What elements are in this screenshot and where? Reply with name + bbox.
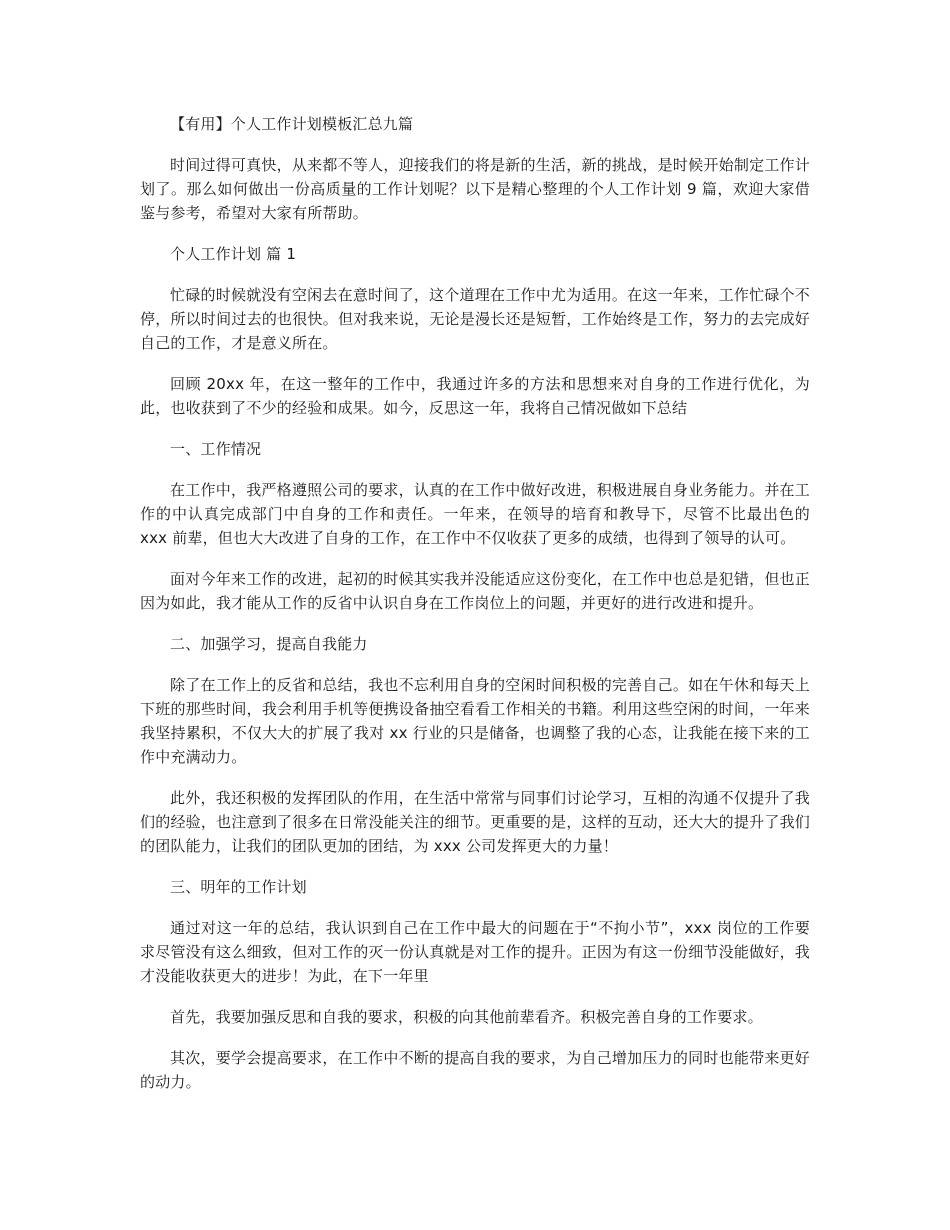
body-paragraph: 此外，我还积极的发挥团队的作用，在生活中常常与同事们讨论学习，互相的沟通不仅提升了我们的经验，也注意到了很多在日常没能关注的细节。更重要的是，这样的互动，还大大的提升了我们的团队能力，让我们的团队更加的团结，为 xxx 公司发挥更大的力量！: [140, 789, 810, 855]
body-paragraph: 首先，我要加强反思和自我的要求，积极的向其他前辈看齐。积极完善自身的工作要求。: [170, 1008, 763, 1026]
body-paragraph: 忙碌的时候就没有空闲去在意时间了，这个道理在工作中尤为适用。在这一年来，工作忙碌个不停，所以时间过去的也很快。但对我来说，无论是漫长还是短暂，工作始终是工作，努力的去完成好自己的工作，才是意义所在。: [140, 286, 810, 352]
body-paragraph: 通过对这一年的总结，我认识到自己在工作中最大的问题在于“不拘小节”，xxx 岗位的工作要求尽管没有这么细致，但对工作的灭一份认真就是对工作的提升。正因为有这一份细节没能做好，我才没能收获更大的进步！为此，在下一年里: [140, 919, 810, 985]
body-paragraph: 面对今年来工作的改进，起初的时候其实我并没能适应这份变化，在工作中也总是犯错，但也正因为如此，我才能从工作的反省中认识自身在工作岗位上的问题，并更好的进行改进和提升。: [140, 570, 810, 612]
body-paragraph: 除了在工作上的反省和总结，我也不忘利用自身的空闲时间积极的完善自己。如在午休和每天上下班的那些时间，我会利用手机等便携设备抽空看看工作相关的书籍。利用这些空闲的时间，一年来我坚持累积，不仅大大的扩展了我对 xx 行业的只是储备，也调整了我的心态，让我能在接下来的工作中充满动力。: [140, 676, 810, 766]
document-title: 【有用】个人工作计划模板汇总九篇: [170, 115, 414, 133]
document-body: [140, 112, 810, 1111]
body-paragraph: 其次，要学会提高要求，在工作中不断的提高自我的要求，为自己增加压力的同时也能带来更好的动力。: [140, 1049, 810, 1091]
section-heading-study: 二、加强学习，提高自我能力: [170, 635, 368, 653]
section-heading-next-year-plan: 三、明年的工作计划: [170, 878, 307, 896]
section-title-plan-1: 个人工作计划 篇 1: [170, 245, 297, 263]
body-paragraph: 回顾 20xx 年，在这一整年的工作中，我通过许多的方法和思想来对自身的工作进行优化，为此，也收获到了不少的经验和成果。如今，反思这一年，我将自己情况做如下总结: [140, 375, 810, 417]
intro-paragraph: 时间过得可真快，从来都不等人，迎接我们的将是新的生活，新的挑战，是时候开始制定工作计划了。那么如何做出一份高质量的工作计划呢？以下是精心整理的个人工作计划 9 篇，欢迎大家借鉴与参考，希望对大家有所帮助。: [140, 156, 810, 222]
section-heading-work-status: 一、工作情况: [170, 440, 262, 458]
body-paragraph: 在工作中，我严格遵照公司的要求，认真的在工作中做好改进，积极进展自身业务能力。并在工作的中认真完成部门中自身的工作和责任。一年来，在领导的培育和教导下，尽管不比最出色的 xxx 前辈，但也大大改进了自身的工作，在工作中不仅收获了更多的成绩，也得到了领导的认可。: [140, 481, 810, 547]
